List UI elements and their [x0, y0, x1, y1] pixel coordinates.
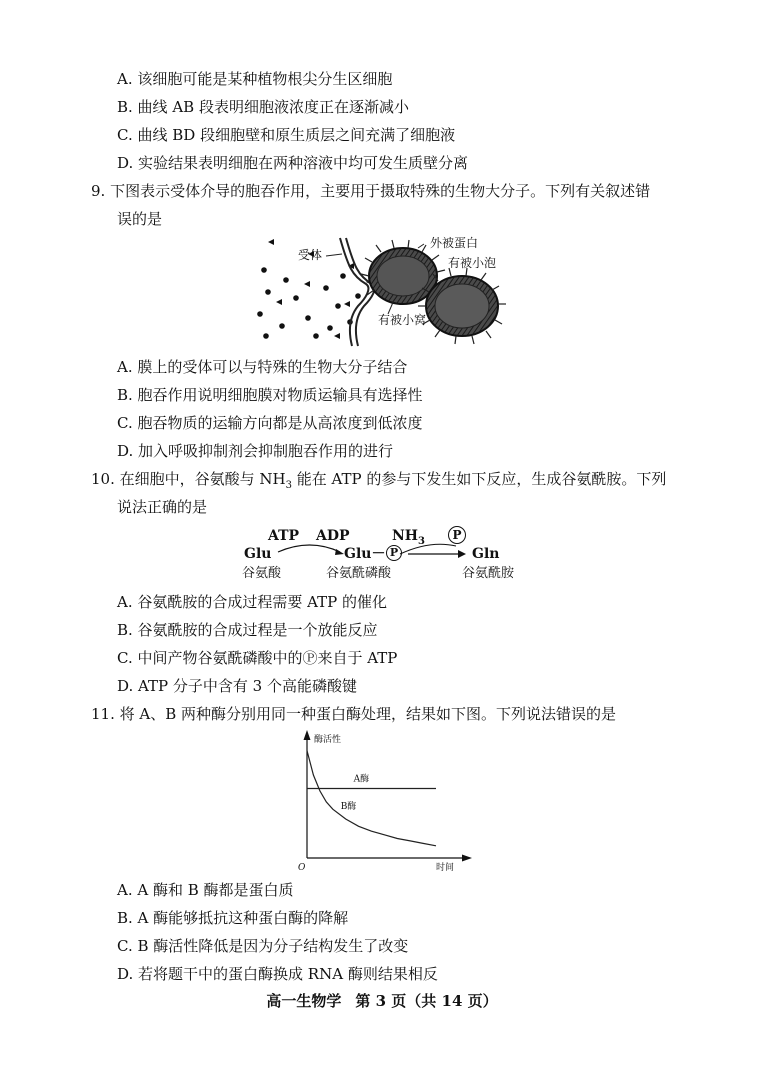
reaction-glu: Glu — [244, 546, 272, 562]
reaction-diagram — [240, 524, 530, 584]
series-line-enzyme-b — [307, 751, 436, 846]
x-axis-arrow — [462, 855, 472, 862]
q9-option-d: D. 加入呼吸抑制剂会抑制胞吞作用的进行 — [117, 442, 394, 460]
series-label-enzyme-a: A酶 — [353, 774, 370, 785]
label-receptor: 受体 — [298, 248, 323, 262]
q10-stem-continued: 说法正确的是 — [117, 498, 208, 516]
q9-option-b: B. 胞吞作用说明细胞膜对物质运输具有选择性 — [117, 386, 423, 404]
reaction-nh3: $NH_3$ — [392, 528, 425, 547]
q10-option-d: D. ATP 分子中含有 3 个高能磷酸键 — [117, 677, 357, 695]
endocytosis-figure — [248, 236, 518, 348]
label-coated-pit: 有被小窝 — [378, 313, 427, 327]
y-axis-label: 酶活性 — [314, 735, 342, 745]
series-label-enzyme-b: B酶 — [340, 802, 357, 812]
reaction-adp: ADP — [316, 528, 350, 544]
footer-subject: 高一生物学 — [266, 992, 342, 1010]
q11-option-b: B. A 酶能够抵抗这种蛋白酶的降解 — [117, 909, 349, 927]
q9-stem-continued: 误的是 — [117, 210, 163, 228]
q8-option-b: B. 曲线 AB 段表明细胞液浓度正在逐渐减小 — [117, 98, 409, 116]
q9-stem: 9. 下图表示受体介导的胞吞作用，主要用于摄取特殊的生物大分子。下列有关叙述错 — [91, 182, 651, 200]
footer-page-number: 第 3 页（共 14 页） — [355, 992, 498, 1010]
origin-label: O — [298, 863, 306, 873]
q8-option-c: C. 曲线 BD 段细胞壁和原生质层之间充满了细胞液 — [117, 126, 456, 144]
reaction-atp: ATP — [268, 528, 300, 544]
reaction-glu-p: Glu－ — [344, 546, 386, 562]
page-footer — [0, 990, 764, 1011]
q10-option-c: C. 中间产物谷氨酰磷酸中的Ⓟ来自于 ATP — [117, 649, 398, 667]
q9-option-c: C. 胞吞物质的运输方向都是从高浓度到低浓度 — [117, 414, 423, 432]
reaction-phosphate-circle: P — [386, 545, 402, 561]
q10-option-a: A. 谷氨酰胺的合成过程需要 ATP 的催化 — [117, 593, 388, 611]
q11-option-a: A. A 酶和 B 酶都是蛋白质 — [117, 881, 294, 899]
label-coated-vesicle: 有被小泡 — [448, 256, 497, 270]
reaction-glu-cn: 谷氨酸 — [242, 566, 282, 581]
q11-option-c: C. B 酶活性降低是因为分子结构发生了改变 — [117, 937, 409, 955]
reaction-gln-cn: 谷氨酰胺 — [462, 566, 515, 581]
q10-option-b: B. 谷氨酰胺的合成过程是一个放能反应 — [117, 621, 378, 639]
q11-stem: 11. 将 A、B 两种酶分别用同一种蛋白酶处理，结果如下图。下列说法错误的是 — [91, 705, 617, 723]
q8-option-d: D. 实验结果表明细胞在两种溶液中均可发生质壁分离 — [117, 154, 469, 172]
reaction-gln: Gln — [472, 546, 500, 562]
q9-option-a: A. 膜上的受体可以与特殊的生物大分子结合 — [117, 358, 408, 376]
reaction-phosphate-top: P — [448, 526, 466, 544]
reaction-glu-p-cn: 谷氨酰磷酸 — [326, 566, 392, 581]
label-coat-protein: 外被蛋白 — [430, 236, 479, 250]
q11-option-d: D. 若将题干中的蛋白酶换成 RNA 酶则结果相反 — [117, 965, 438, 983]
q10-stem: 10. 在细胞中，谷氨酸与 $NH_3$ 能在 ATP 的参与下发生如下反应，生成谷氨酰胺。下列 — [91, 470, 667, 491]
q8-option-a: A. 该细胞可能是某种植物根尖分生区细胞 — [117, 70, 393, 88]
y-axis-arrow — [304, 730, 311, 740]
enzyme-activity-chart — [290, 728, 480, 874]
x-axis-label: 时间 — [436, 863, 455, 873]
